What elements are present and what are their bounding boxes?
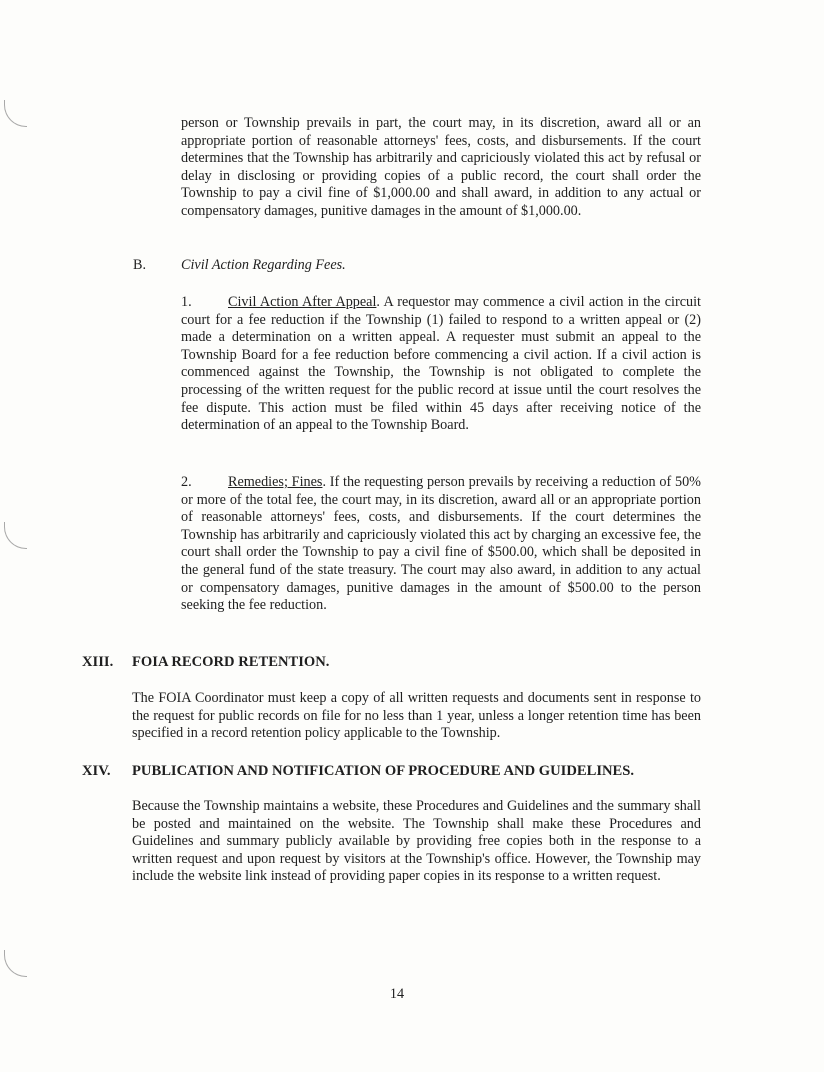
- subsection-title: Civil Action Regarding Fees.: [181, 257, 346, 273]
- section-number: XIII.: [82, 654, 114, 670]
- item-text: . A requestor may commence a civil action in the circuit court for a fee reduction if the Township (1) failed to respond to a written appeal or (2) made a determination on a written appeal. A requester must submit an appeal to the Township Board for a fee reduction before commencing a civil action. If a civil action is commenced against the Township, the Township is not obligated to complete the processing of the written request for the public record at issue until the court resolves the fee dispute. This action must be filed within 45 days after receiving notice of the determination of an appeal to the Township Board.: [181, 294, 701, 434]
- item-heading: Civil Action After Appeal: [228, 294, 377, 310]
- item-text: . If the requesting person prevails by receiving a reduction of 50% or more of the total fee, the court may, in its discretion, award all or an appropriate portion of reasonable attorneys' fees, costs, and disbursements. If the court determines the Township has arbitrarily and capriciously violated this act by charging an excessive fee, the court shall order the Township to pay a civil fine of $500.00, which shall be deposited in the general fund of the state treasury. The court may also award, in addition to any actual or compensatory damages, punitive damages in the amount of $500.00 to the person seeking the fee reduction.: [181, 474, 701, 614]
- hole-punch-mark: [4, 522, 27, 549]
- hole-punch-mark: [4, 100, 27, 127]
- continued-paragraph: person or Township prevails in part, the court may, in its discretion, award all or an appropriate portion of reasonable attorneys' fees, costs, and disbursements. If the court determines that the Township has arbitrarily and capriciously violated this act by refusal or delay in disclosing or providing copies of a public record, the court shall order the Township to pay a civil fine of $1,000.00 and shall award, in addition to any actual or compensatory damages, punitive damages in the amount of $1,000.00.: [181, 115, 701, 219]
- section-number: XIV.: [82, 763, 111, 779]
- item-number: 1.: [181, 294, 192, 310]
- section-title: FOIA RECORD RETENTION.: [132, 654, 330, 670]
- hole-punch-mark: [4, 950, 27, 977]
- item-number: 2.: [181, 474, 192, 490]
- item-heading: Remedies; Fines: [228, 474, 323, 490]
- section-paragraph: The FOIA Coordinator must keep a copy of all written requests and documents sent in response to the request for public records on file for no less than 1 year, unless a longer retention time has been specified in a record retention policy applicable to the Township.: [132, 690, 701, 742]
- subsection-item: [181, 474, 701, 615]
- page-number: 14: [389, 986, 405, 1002]
- subsection-letter: B.: [133, 257, 147, 273]
- subsection-item: [181, 294, 701, 435]
- section-paragraph: Because the Township maintains a website, these Procedures and Guidelines and the summary shall be posted and maintained on the website. The Township shall make these Procedures and Guidelines and summary publicly available by providing free copies both in the response to a written request and upon request by visitors at the Township's office. However, the Township may include the website link instead of providing paper copies in its response to a written request.: [132, 798, 701, 885]
- section-title: PUBLICATION AND NOTIFICATION OF PROCEDURE AND GUIDELINES.: [132, 763, 635, 779]
